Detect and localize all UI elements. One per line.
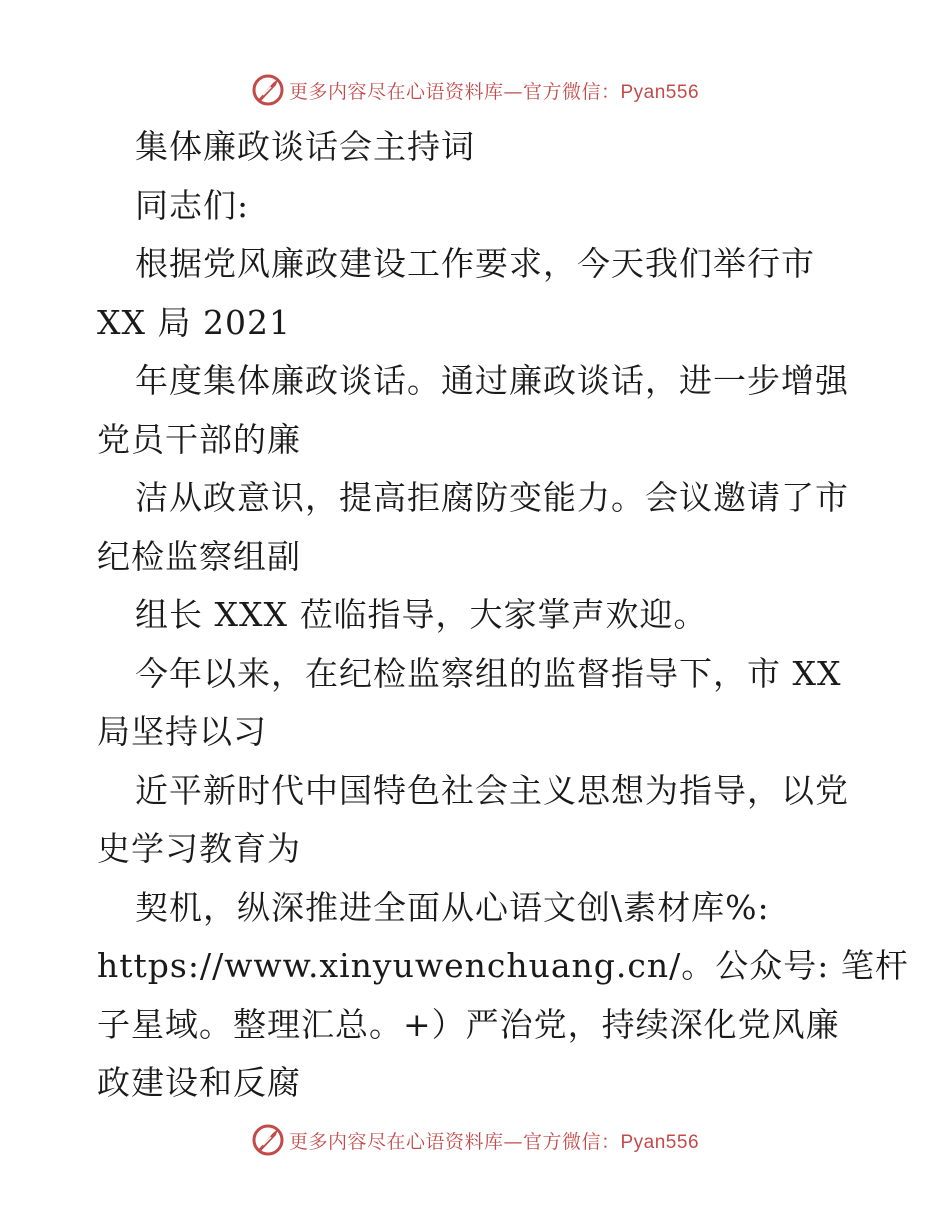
paragraph-line: 契机，纵深推进全面从心语文创\素材库%: [135,887,770,927]
salutation: 同志们: [135,185,250,225]
document-title: 集体廉政谈话会主持词 [135,127,475,166]
paragraph-line: 子星域。整理汇总。+）严治党，持续深化党风廉 [97,1004,840,1044]
paragraph-line: 局坚持以习 [97,712,267,751]
header-wechat-id: Pyan556 [620,81,700,103]
paragraph-line: XX 局 2021 [97,302,291,342]
paragraph-line: 党员干部的廉 [97,419,301,459]
quill-pen-logo-icon [251,1123,285,1157]
quill-pen-logo-icon [251,73,285,107]
paragraph-line: 洁从政意识，提高拒腐防变能力。会议邀请了市 [135,478,849,517]
footer-wechat-id: Pyan556 [620,1131,700,1153]
paragraph-line: 政建设和反腐 [97,1063,301,1102]
paragraph-line: 根据党风廉政建设工作要求，今天我们举行市 [135,244,815,283]
paragraph-line: 近平新时代中国特色社会主义思想为指导，以党 [135,770,849,810]
footer-watermark-banner [0,1120,950,1160]
header-banner-text: 更多内容尽在心语资料库—官方微信：Pyan556 [288,80,700,103]
header-watermark-banner [0,70,950,110]
paragraph-line-url: https://www.xinyuwenchuang.cn/。公众号: 笔杆 [97,946,909,985]
paragraph-line: 组长 XXX 莅临指导，大家掌声欢迎。 [135,595,708,634]
paragraph-line: 史学习教育为 [97,829,301,868]
paragraph-line: 纪检监察组副 [97,536,301,576]
footer-banner-text: 更多内容尽在心语资料库—官方微信：Pyan556 [288,1130,700,1153]
document-body [97,118,909,1113]
paragraph-line: 今年以来，在纪检监察组的监督指导下，市 XX [135,653,842,693]
paragraph-line: 年度集体廉政谈话。通过廉政谈话，进一步增强 [135,361,849,400]
